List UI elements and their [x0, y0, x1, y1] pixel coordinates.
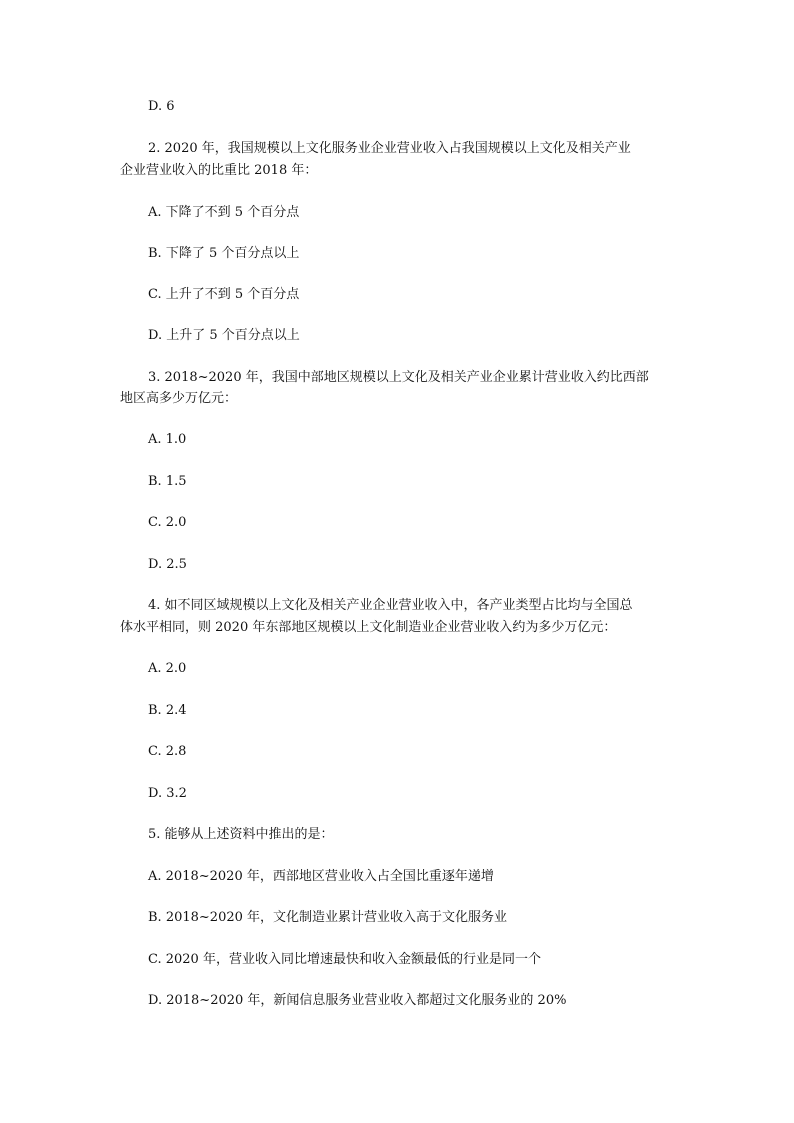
question-3-line-2: 地区高多少万亿元： [120, 391, 238, 406]
question-2-line-2: 企业营业收入的比重比 2018 年： [120, 163, 318, 178]
option-q2-d: D. 上升了 5 个百分点以上 [148, 328, 300, 343]
option-q3-d: D. 2.5 [148, 557, 187, 572]
option-q4-c: C. 2.8 [148, 744, 187, 759]
question-4-line-1: 4. 如不同区域规模以上文化及相关产业企业营业收入中，各产业类型占比均与全国总 [148, 598, 633, 613]
option-q3-c: C. 2.0 [148, 515, 187, 530]
question-2-line-1: 2. 2020 年，我国规模以上文化服务业企业营业收入占我国规模以上文化及相关产业 [148, 141, 631, 156]
option-q4-a: A. 2.0 [148, 661, 187, 676]
option-q1-d: D. 6 [148, 99, 175, 114]
option-q4-b: B. 2.4 [148, 703, 187, 718]
option-q5-b: B. 2018~2020 年，文化制造业累计营业收入高于文化服务业 [148, 910, 508, 925]
question-4-line-2: 体水平相同，则 2020 年东部地区规模以上文化制造业企业营业收入约为多少万亿元： [120, 620, 617, 635]
option-q3-b: B. 1.5 [148, 474, 187, 489]
question-3-line-1: 3. 2018~2020 年，我国中部地区规模以上文化及相关产业企业累计营业收入约比西部 [148, 370, 649, 385]
option-q2-a: A. 下降了不到 5 个百分点 [148, 205, 300, 220]
option-q4-d: D. 3.2 [148, 786, 187, 801]
option-q5-c: C. 2020 年，营业收入同比增速最快和收入金额最低的行业是同一个 [148, 952, 541, 967]
option-q5-d: D. 2018~2020 年，新闻信息服务业营业收入都超过文化服务业的 20% [148, 993, 567, 1008]
option-q2-c: C. 上升了不到 5 个百分点 [148, 287, 300, 302]
option-q3-a: A. 1.0 [148, 432, 187, 447]
option-q5-a: A. 2018~2020 年，西部地区营业收入占全国比重逐年递增 [148, 869, 494, 884]
question-5-line-1: 5. 能够从上述资料中推出的是： [148, 827, 334, 842]
option-q2-b: B. 下降了 5 个百分点以上 [148, 246, 300, 261]
